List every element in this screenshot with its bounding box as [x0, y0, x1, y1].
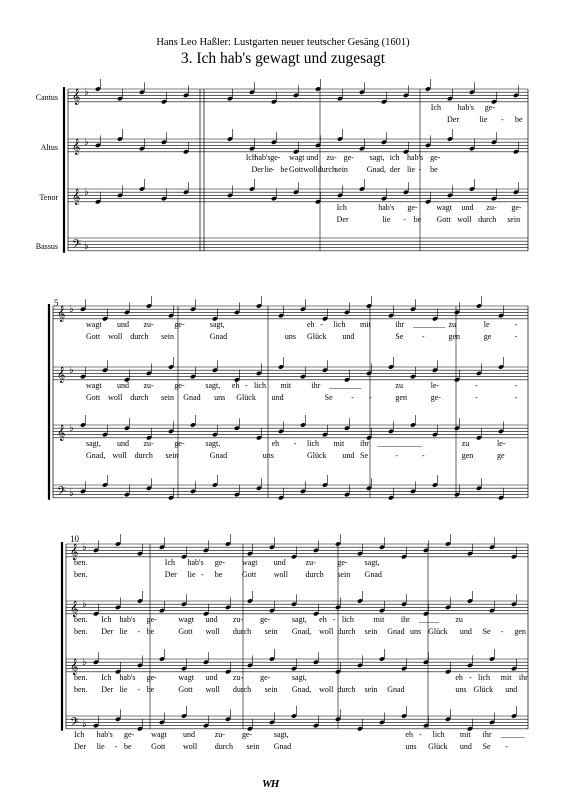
lyric-syllable: Glück — [236, 392, 256, 402]
lyric-syllable: woll — [457, 214, 472, 224]
lyric-syllable: ben. — [74, 614, 88, 624]
lyric-syllable: - — [368, 392, 372, 402]
lyric-syllable: sein — [165, 450, 179, 460]
lyric-syllable: sein — [507, 214, 521, 224]
lyric-syllable: sagt, — [273, 729, 289, 739]
lyric-syllable: durch — [337, 684, 356, 694]
lyric-syllable: hab's — [407, 152, 424, 162]
lyric-syllable: sein — [335, 164, 348, 174]
voice-label-altus: Altus — [40, 143, 58, 152]
lyric-syllable: zu- — [486, 202, 497, 212]
lyric-syllable: - — [351, 392, 354, 402]
lyric-syllable: ge- — [270, 152, 281, 162]
lyric-syllable: woll — [303, 164, 318, 174]
lyric-syllable: ge- — [174, 319, 185, 329]
lyric-syllable: - — [474, 380, 478, 390]
lyric-syllable: hab's — [457, 102, 474, 112]
lyric-syllable: woll — [205, 626, 220, 636]
lyric-syllable: ge- — [146, 672, 157, 682]
lyric-syllable: le — [483, 319, 490, 329]
lyric-syllable: zu- — [305, 557, 316, 567]
lyric-syllable: lie — [187, 569, 196, 579]
lyric-syllable: gen — [514, 626, 526, 636]
lyric-syllable: be — [515, 114, 523, 124]
lyric-syllable: lie — [264, 164, 273, 174]
lyric-syllable: be — [214, 569, 223, 579]
lyric-syllable: durch — [337, 626, 356, 636]
measure-number-5: 5 — [54, 298, 59, 308]
lyric-syllable: Ich — [245, 152, 256, 162]
lyric-syllable: woll — [182, 741, 198, 751]
lyric-syllable: ben. — [74, 569, 88, 579]
lyric-syllable: sagt, — [364, 557, 380, 567]
flat-key-signature: ♭ — [84, 187, 89, 198]
treble-clef: 𝄞 — [72, 140, 81, 155]
lyric-syllable: Gott — [288, 164, 304, 174]
lyric-syllable: gen — [461, 450, 474, 460]
lyric-syllable: durch — [130, 392, 149, 402]
lyric-syllable: ge- — [241, 729, 253, 739]
flat-key-signature: ♭ — [69, 365, 74, 376]
lyric-syllable: sein — [264, 684, 278, 694]
flat-key-signature: ♭ — [82, 599, 87, 610]
lyric-syllable: ge- — [484, 102, 496, 112]
lyric-syllable: Gnad — [209, 450, 228, 460]
lyric-syllable: zu- — [143, 380, 154, 390]
lyric-syllable: lich — [253, 380, 266, 390]
lyric-syllable: lie — [407, 164, 416, 174]
lyric-syllable: und — [205, 672, 218, 682]
lyric-syllable: - — [514, 319, 518, 329]
lyric-syllable: eh — [455, 672, 463, 682]
lyric-syllable: woll — [108, 392, 123, 402]
lyric-syllable: und — [116, 380, 129, 390]
lyric-syllable: durch — [305, 569, 324, 579]
lyric-syllable: Ich — [101, 672, 112, 682]
lyric-syllable: woll — [108, 331, 123, 341]
lyric-syllable: und — [271, 392, 284, 402]
flat-key-signature: ♭ — [84, 241, 89, 252]
lyric-syllable: ge — [483, 331, 492, 341]
lyric-syllable: lich — [432, 729, 445, 739]
lyric-syllable: wagt — [241, 557, 258, 567]
lyric-syllable: - — [137, 684, 141, 694]
lyric-syllable: Glück — [473, 684, 494, 694]
lyric-syllable: ihr — [400, 614, 410, 624]
lyric-syllable: - — [514, 331, 518, 341]
lyric-syllable: uns — [405, 741, 417, 751]
lyric-syllable: sagt, — [369, 152, 385, 162]
lyric-syllable: und — [459, 741, 472, 751]
lyric-syllable: zu- — [214, 729, 225, 739]
lyric-syllable: uns — [214, 392, 226, 402]
lyric-syllable: hab's — [254, 152, 271, 162]
lyric-syllable: ihr — [311, 380, 321, 390]
lyric-syllable: sagt, — [209, 319, 225, 329]
lyric-syllable: eh — [319, 614, 327, 624]
lyric-syllable: Gott — [86, 392, 101, 402]
lyric-syllable: - — [293, 438, 297, 448]
lyric-syllable: hab's — [119, 614, 136, 624]
lyric-syllable: Gott — [241, 569, 257, 579]
lyric-syllable: wagt — [86, 319, 102, 329]
lyric-syllable: - — [201, 569, 204, 579]
lyric-syllable: ge- — [174, 438, 185, 448]
lyric-syllable: und — [116, 438, 129, 448]
lyric-syllable: Der — [74, 741, 86, 751]
lyric-syllable: und — [116, 319, 129, 329]
lyric-syllable: - — [501, 114, 504, 124]
lyric-syllable: lie — [96, 741, 105, 751]
lyric-syllable: ben. — [74, 626, 88, 636]
lyric-syllable: - — [514, 392, 518, 402]
lyric-syllable: be — [123, 741, 132, 751]
lyric-syllable: eh — [271, 438, 280, 448]
lyric-syllable: ge- — [214, 557, 225, 567]
lyric-syllable: - — [137, 626, 141, 636]
lyric-syllable: - — [114, 741, 118, 751]
flat-key-signature: ♭ — [82, 542, 87, 553]
lyric-syllable: lich — [307, 438, 319, 448]
lyric-syllable: be — [146, 684, 155, 694]
lyric-syllable: mit — [373, 614, 385, 624]
lyric-syllable: Gnad — [183, 392, 201, 402]
lyric-syllable: ge- — [407, 202, 418, 212]
lyric-syllable: uns — [262, 450, 274, 460]
lyric-syllable: lie — [119, 684, 128, 694]
lyric-syllable: ihr — [518, 672, 528, 682]
lyric-syllable: sagt, — [205, 438, 221, 448]
lyric-syllable: hab's — [96, 729, 113, 739]
lyric-syllable: woll — [273, 569, 288, 579]
lyric-syllable: - — [421, 331, 425, 341]
lyric-syllable: Gott — [178, 684, 193, 694]
lyric-syllable: lich — [478, 672, 491, 682]
lyric-syllable: gen — [395, 392, 407, 402]
lyric-syllable: woll — [112, 450, 127, 460]
lyric-syllable: Der — [336, 214, 349, 224]
lyric-syllable: Se — [360, 450, 369, 460]
lyric-syllable: be — [146, 626, 155, 636]
lyric-syllable: ge- — [260, 614, 271, 624]
lyric-syllable: durch — [232, 626, 252, 636]
lyric-syllable: uns — [455, 684, 467, 694]
lyric-syllable: mit — [333, 438, 345, 448]
lyric-syllable: - — [468, 672, 472, 682]
lyric-syllable: ge- — [174, 380, 185, 390]
lyric-syllable: Se — [482, 626, 491, 636]
lyric-syllable: Der — [164, 569, 177, 579]
lyric-syllable: hab's — [378, 202, 395, 212]
lyric-syllable: ge- — [511, 202, 522, 212]
lyric-syllable: Der — [101, 626, 114, 636]
lyric-syllable: ge- — [337, 557, 348, 567]
lyric-syllable: Gnad — [209, 331, 228, 341]
lyric-syllable: sein — [246, 741, 260, 751]
lyric-syllable: lie — [382, 214, 391, 224]
treble-clef: 𝄞 — [70, 660, 79, 675]
voice-label-bassus: Bassus — [35, 242, 58, 251]
flat-key-signature: ♭ — [69, 423, 74, 434]
lyric-syllable: zu- — [232, 672, 244, 682]
treble-clef: 𝄞 — [57, 368, 66, 383]
lyric-syllable: ihr — [360, 438, 369, 448]
lyric-syllable: sagt, — [291, 614, 307, 624]
lyric-syllable: - — [271, 164, 275, 174]
lyric-syllable: Gnad — [387, 626, 405, 636]
lyric-syllable: wagt — [436, 202, 453, 212]
flat-key-signature: ♭ — [82, 719, 87, 730]
lyric-syllable: - — [514, 380, 518, 390]
lyric-syllable: woll — [319, 626, 334, 636]
lyric-syllable: - — [419, 729, 422, 739]
voice-label-cantus: Cantus — [35, 93, 58, 102]
lyric-syllable: sein — [161, 331, 175, 341]
lyric-syllable: woll — [319, 684, 334, 694]
lyric-syllable: - — [245, 380, 248, 390]
lyric-syllable: Der — [101, 684, 114, 694]
treble-clef: 𝄞 — [70, 602, 79, 617]
lyric-syllable: eh — [405, 729, 413, 739]
flat-key-signature: ♭ — [82, 657, 87, 668]
lyric-syllable: Gnad, — [291, 626, 312, 636]
lyric-syllable: Ich — [74, 729, 85, 739]
lyric-syllable: Der — [251, 164, 264, 174]
lyric-syllable: und — [461, 202, 474, 212]
lyric-syllable: Se — [395, 331, 404, 341]
lyric-syllable: sein — [364, 626, 378, 636]
lyric-syllable: Gnad, — [86, 450, 106, 460]
lyric-syllable: le- — [497, 438, 506, 448]
lyric-syllable: Der — [447, 114, 459, 124]
lyric-syllable: und — [342, 331, 355, 341]
lyric-syllable: Glück — [428, 626, 448, 636]
lyric-syllable: zu- — [232, 614, 244, 624]
lyric-syllable: durch — [478, 214, 497, 224]
lyric-syllable: eh — [307, 319, 315, 329]
lyric-syllable: sein — [364, 684, 378, 694]
lyric-syllable: Glück — [428, 741, 448, 751]
lyric-syllable: be — [430, 164, 438, 174]
lyric-syllable: wagt — [151, 729, 167, 739]
bass-clef: 𝄢 — [57, 486, 67, 501]
lyric-syllable: Gott — [178, 626, 193, 636]
voice-label-tenor: Tenor — [39, 193, 58, 202]
lyric-syllable: - — [332, 614, 336, 624]
lyric-syllable: Glück — [307, 331, 327, 341]
lyric-syllable: - — [320, 319, 323, 329]
composer-line: Hans Leo Haßler: Lustgarten neuer teutscher Gesäng (1601) — [156, 37, 410, 48]
lyric-syllable: ___________ — [377, 438, 422, 448]
flat-key-signature: ♭ — [69, 304, 74, 315]
lyric-syllable: durch — [134, 450, 153, 460]
treble-clef: 𝄞 — [57, 426, 66, 441]
lyric-syllable: - — [395, 450, 399, 460]
lyric-syllable: - — [474, 392, 478, 402]
lyric-syllable: uns — [409, 626, 422, 636]
lyric-syllable: ______ — [500, 729, 525, 739]
lyric-syllable: und — [505, 684, 518, 694]
lyric-syllable: ge — [497, 450, 505, 460]
lyric-syllable: lich — [333, 319, 346, 329]
bass-clef: 𝄢 — [70, 717, 80, 732]
lyric-syllable: Glück — [307, 450, 327, 460]
lyric-syllable: sein — [264, 626, 278, 636]
lyric-syllable: Ich — [164, 557, 176, 567]
lyric-syllable: wagt — [86, 380, 102, 390]
lyric-syllable: Gott — [436, 214, 451, 224]
lyric-syllable: sein — [337, 569, 351, 579]
publisher-mark: WH — [262, 778, 279, 790]
treble-clef: 𝄞 — [72, 90, 81, 105]
treble-clef: 𝄞 — [72, 190, 81, 205]
lyric-syllable: Se — [324, 392, 333, 402]
lyric-syllable: ge- — [343, 152, 354, 162]
lyric-syllable: ________ — [329, 380, 362, 390]
measure-number-10: 10 — [70, 534, 79, 544]
treble-clef: 𝄞 — [57, 307, 66, 322]
lyric-syllable: durch — [130, 331, 149, 341]
lyric-syllable: und — [342, 450, 355, 460]
bass-clef: 𝄢 — [72, 239, 82, 254]
lyric-syllable: zu — [461, 438, 470, 448]
lyric-syllable: be — [413, 214, 422, 224]
lyric-syllable: Gnad, — [291, 684, 312, 694]
flat-key-signature: ♭ — [84, 87, 89, 98]
piece-title: 3. Ich hab's gewagt und zugesagt — [180, 50, 386, 67]
flat-key-signature: ♭ — [69, 488, 74, 499]
lyric-syllable: wagt — [178, 672, 194, 682]
lyric-syllable: - — [403, 214, 406, 224]
lyric-syllable: Gnad, — [366, 164, 387, 174]
lyric-syllable: ben. — [74, 684, 88, 694]
lyric-syllable: wagt — [178, 614, 194, 624]
lyric-syllable: zu — [455, 614, 463, 624]
treble-clef: 𝄞 — [70, 545, 79, 560]
lyric-syllable: ben. — [74, 557, 88, 567]
lyric-syllable: hab's — [187, 557, 204, 567]
lyric-syllable: durch — [214, 741, 233, 751]
lyric-syllable: Ich — [430, 102, 442, 112]
flat-key-signature: ♭ — [84, 137, 89, 148]
lyric-syllable: Gnad — [273, 741, 292, 751]
lyric-syllable: ge- — [123, 729, 135, 739]
lyric-syllable: hab's — [119, 672, 136, 682]
lyric-syllable: mit — [280, 380, 292, 390]
lyric-syllable: - — [500, 626, 504, 636]
lyric-syllable: sein — [161, 392, 175, 402]
lyric-syllable: wagt — [288, 152, 305, 162]
lyric-syllable: Gott — [86, 331, 101, 341]
lyric-syllable: und — [205, 614, 218, 624]
lyric-syllable: und — [306, 152, 319, 162]
lyric-syllable: mit — [500, 672, 512, 682]
lyric-syllable: der — [389, 164, 400, 174]
lyric-syllable: sagt, — [86, 438, 101, 448]
lyric-syllable: - — [421, 450, 425, 460]
lyric-syllable: zu- — [326, 152, 337, 162]
lyric-syllable: sagt, — [291, 672, 307, 682]
lyric-syllable: - — [505, 741, 508, 751]
lyric-syllable: durch — [232, 684, 252, 694]
lyric-syllable: woll — [205, 684, 220, 694]
lyric-syllable: und — [459, 626, 472, 636]
lyric-syllable: mit — [360, 319, 371, 329]
lyric-syllable: ihr — [482, 729, 492, 739]
lyric-syllable: Gott — [151, 741, 166, 751]
lyric-syllable: be — [280, 164, 288, 174]
lyric-syllable: durch — [317, 164, 336, 174]
lyric-syllable: mit — [459, 729, 471, 739]
lyric-syllable: lie — [119, 626, 128, 636]
lyric-syllable: uns — [284, 331, 297, 341]
lyric-syllable: lich — [341, 614, 354, 624]
lyric-syllable: sagt, — [205, 380, 221, 390]
lyric-syllable: zu- — [143, 438, 154, 448]
lyric-syllable: ge- — [430, 152, 441, 162]
lyric-syllable: Se — [482, 741, 491, 751]
lyric-syllable: Gnad — [364, 569, 382, 579]
lyric-syllable: ________ — [413, 319, 446, 329]
lyric-syllable: zu — [395, 380, 403, 390]
lyric-syllable: _____ — [419, 614, 440, 624]
lyric-syllable: zu — [448, 319, 457, 329]
lyric-syllable: ich — [389, 152, 400, 162]
lyric-syllable: Ich — [101, 614, 112, 624]
lyric-syllable: und — [273, 557, 286, 567]
lyric-syllable: gen — [448, 331, 461, 341]
lyric-syllable: ihr — [395, 319, 405, 329]
lyric-syllable: zu- — [143, 319, 154, 329]
lyric-syllable: ge- — [260, 672, 271, 682]
lyric-syllable: lie — [479, 114, 488, 124]
lyric-syllable: eh — [231, 380, 240, 390]
lyric-syllable: ge- — [146, 614, 157, 624]
lyric-syllable: Ich — [336, 202, 347, 212]
lyric-syllable: ben. — [74, 672, 88, 682]
lyric-syllable: und — [182, 729, 195, 739]
lyric-syllable: Gnad — [387, 684, 405, 694]
lyric-syllable: ge- — [430, 392, 441, 402]
lyric-syllable: - — [418, 164, 422, 174]
lyric-syllable: le- — [430, 380, 440, 390]
